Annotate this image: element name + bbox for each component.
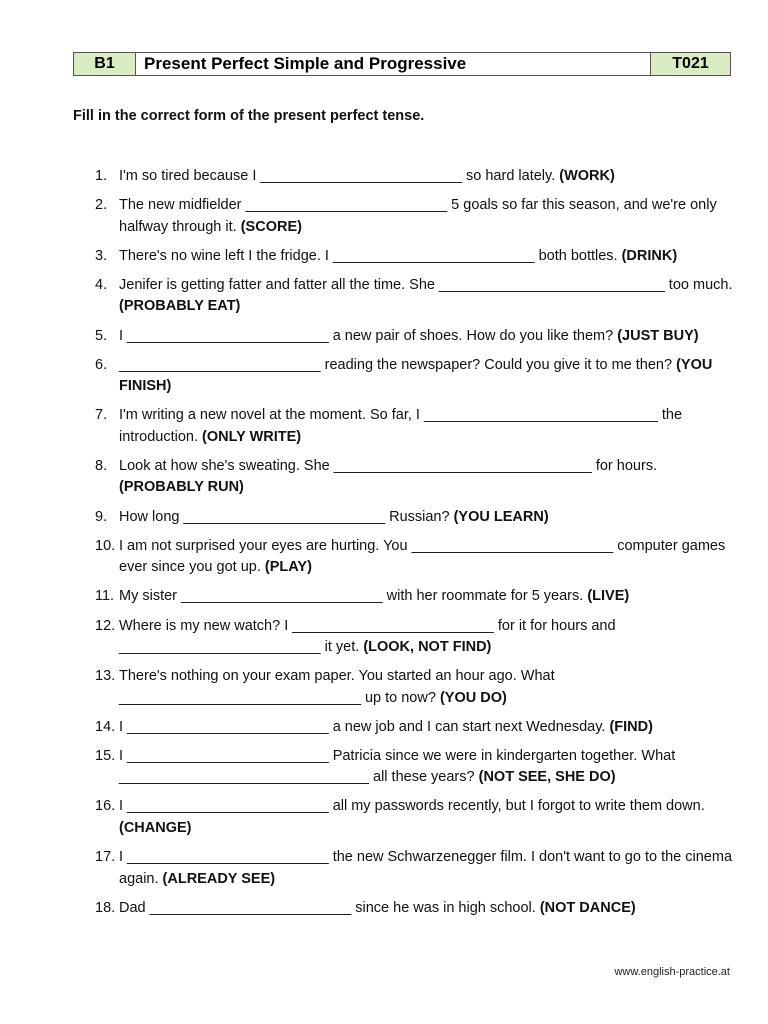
exercise-item (95, 616, 735, 659)
exercise-text: Dad _________________________ since he was in high school. (119, 899, 540, 916)
exercise-hint: (FIND) (609, 718, 653, 735)
exercise-item (95, 355, 735, 398)
exercise-text: How long _________________________ Russian? (119, 508, 454, 525)
exercise-number: 14. (95, 718, 116, 735)
exercise-number: 6. (95, 356, 108, 373)
exercise-text: I _________________________ Patricia since we were in kindergarten together. What _______________________________ all these years? (119, 747, 676, 786)
exercise-text: Jenifer is getting fatter and fatter all the time. She ____________________________ too much. (119, 276, 733, 293)
exercise-item (95, 666, 735, 709)
exercise-text: I _________________________ a new job and I can start next Wednesday. (119, 718, 610, 735)
exercise-item (95, 507, 735, 529)
exercise-number: 3. (95, 247, 108, 264)
exercise-text: There's nothing on your exam paper. You started an hour ago. What ______________________________ up to now? (119, 668, 555, 706)
instruction-text: Fill in the correct form of the present perfect tense. (73, 108, 425, 124)
exercise-hint: (YOU LEARN) (453, 508, 549, 525)
exercise-item (95, 586, 735, 608)
exercise-item (95, 898, 735, 920)
exercise-number: 13. (95, 668, 116, 685)
exercise-hint: (PROBABLY EAT) (119, 298, 241, 315)
exercise-item (95, 195, 735, 238)
exercise-item (95, 847, 735, 890)
exercise-hint: (SCORE) (240, 218, 302, 235)
exercise-number: 17. (95, 849, 116, 866)
exercise-hint: (JUST BUY) (617, 327, 699, 344)
exercise-hint: (YOU FINISH) (119, 356, 713, 395)
exercise-text: Look at how she's sweating. She ________________________________ for hours. (119, 457, 658, 474)
exercise-item (95, 456, 735, 499)
exercise-hint: (NOT DANCE) (539, 899, 636, 916)
exercise-number: 12. (95, 617, 116, 634)
exercise-number: 8. (95, 457, 108, 474)
exercise-text: The new midfielder _________________________ 5 goals so far this season, and we're only halfway through it. (119, 197, 717, 235)
exercise-hint: (ONLY WRITE) (202, 428, 302, 445)
exercise-item (95, 717, 735, 739)
level-badge: B1 (74, 53, 136, 75)
exercise-text: I'm so tired because I _________________________ so hard lately. (119, 168, 560, 184)
worksheet-title: Present Perfect Simple and Progressive (136, 53, 650, 75)
exercise-hint: (LOOK, NOT FIND) (363, 639, 492, 655)
exercise-number: 4. (95, 276, 108, 293)
exercise-item (95, 536, 735, 579)
exercise-text: I _________________________ all my passwords recently, but I forgot to write them down. (119, 798, 705, 815)
exercise-text: My sister _________________________ with her roommate for 5 years. (119, 588, 588, 605)
exercise-number: 16. (95, 798, 116, 815)
exercise-hint: (DRINK) (621, 247, 678, 264)
exercise-number: 11. (95, 588, 115, 605)
exercise-number: 7. (95, 407, 108, 424)
exercise-item (95, 796, 735, 839)
exercise-text: _________________________ reading the newspaper? Could you give it to me then? (119, 356, 677, 373)
exercise-number: 2. (95, 197, 108, 214)
exercise-hint: (NOT SEE, SHE DO) (478, 769, 616, 786)
exercise-item (95, 746, 735, 789)
exercise-hint: (PROBABLY RUN) (119, 479, 244, 496)
exercise-number: 18. (95, 899, 116, 916)
exercise-item (95, 326, 735, 348)
exercise-hint: (WORK) (559, 168, 615, 184)
exercise-number: 10. (95, 537, 116, 554)
exercise-number: 9. (95, 508, 108, 525)
exercise-number: 5. (95, 327, 108, 344)
exercise-item (95, 405, 735, 448)
worksheet-code: T021 (650, 53, 730, 75)
footer-url: www.english-practice.at (614, 966, 730, 978)
exercise-text: I _________________________ a new pair of shoes. How do you like them? (119, 327, 618, 344)
exercise-text: There's no wine left I the fridge. I _________________________ both bottles. (119, 247, 622, 264)
exercise-hint: (PLAY) (264, 559, 312, 576)
exercise-hint: (ALREADY SEE) (162, 870, 276, 887)
exercise-item (95, 275, 735, 318)
exercise-text: I _________________________ the new Schwarzenegger film. I don't want to go to the cinema again. (119, 849, 733, 887)
worksheet-header (73, 52, 731, 76)
exercise-text: I am not surprised your eyes are hurting. You _________________________ computer games ever since you got up. (119, 537, 726, 576)
exercise-list (95, 166, 735, 927)
exercise-hint: (CHANGE) (119, 819, 192, 836)
exercise-hint: (LIVE) (587, 588, 630, 605)
exercise-text: Where is my new watch? I _________________________ for it for hours and _________________________ it yet. (119, 617, 616, 655)
exercise-number: 1. (95, 168, 108, 184)
exercise-item (95, 246, 735, 268)
exercise-number: 15. (95, 747, 116, 764)
exercise-text: I'm writing a new novel at the moment. So far, I _____________________________ the introduction. (119, 407, 683, 445)
exercise-item (95, 166, 735, 188)
exercise-hint: (YOU DO) (439, 689, 507, 706)
